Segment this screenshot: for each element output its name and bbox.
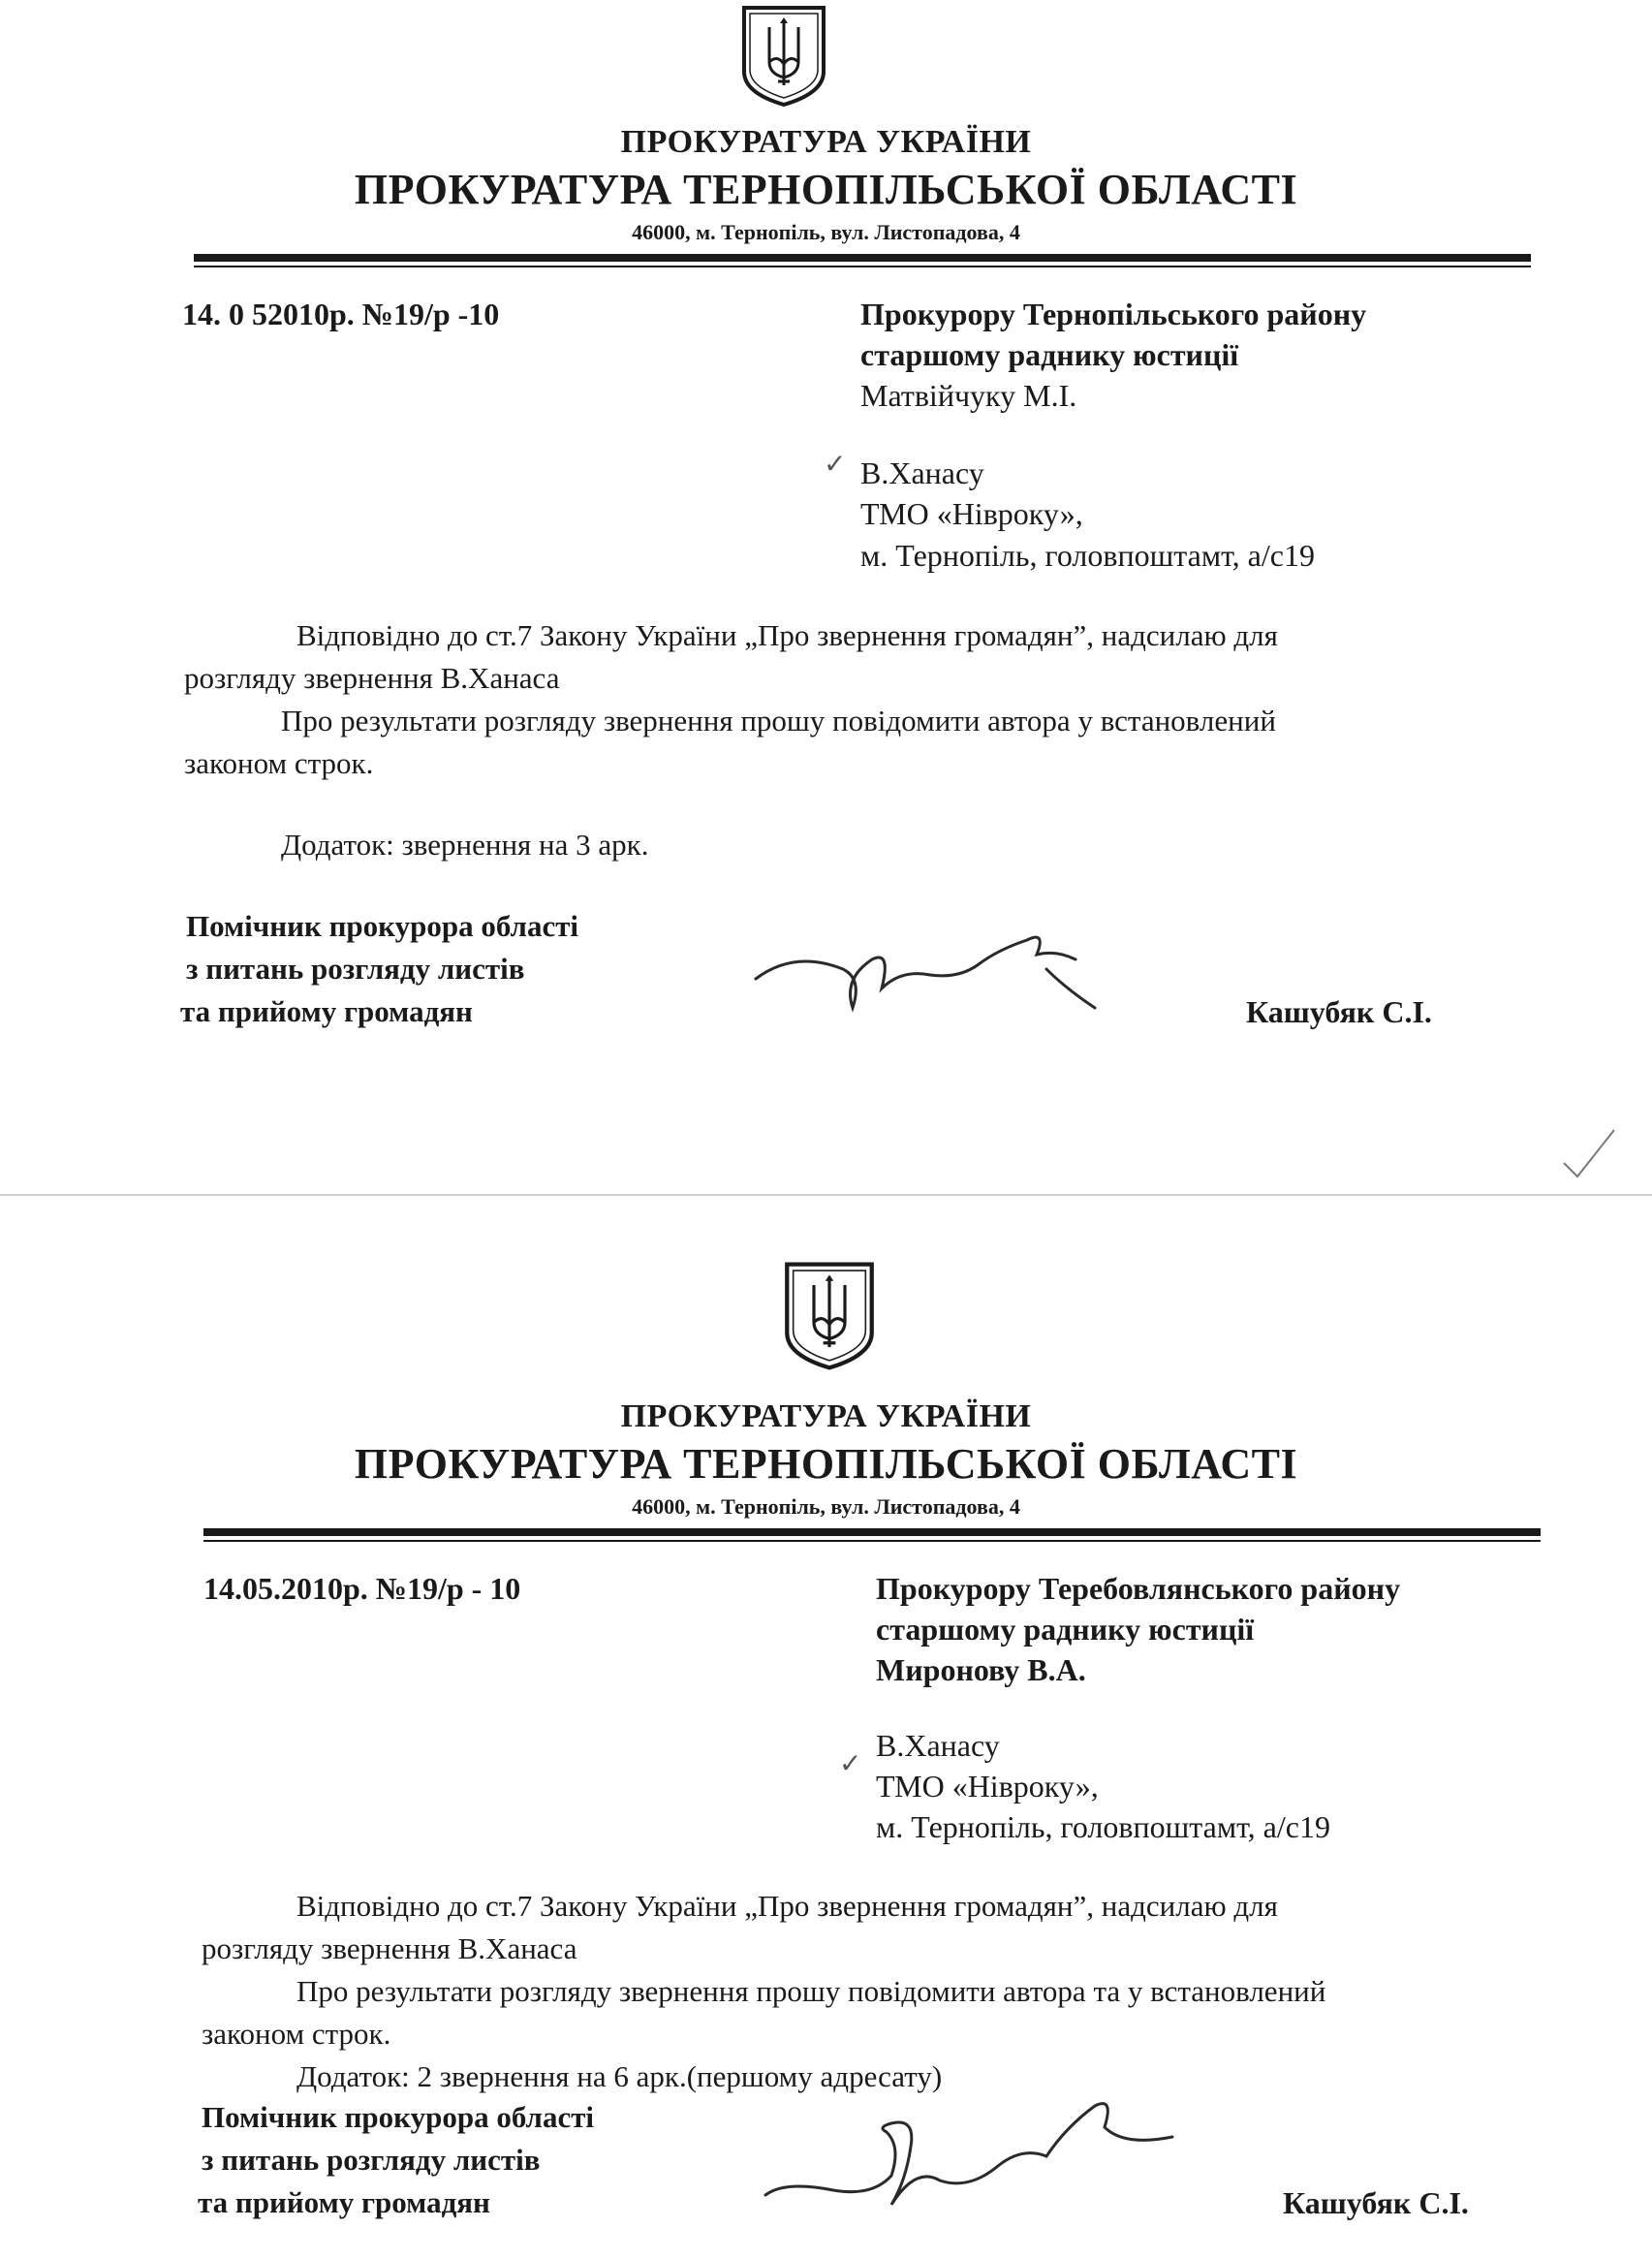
copy-to-line-3: м. Тернопіль, головпоштамт, а/с19 xyxy=(860,538,1315,573)
body-paragraph-2-line-2: законом строк. xyxy=(202,2017,391,2051)
checkmark-icon xyxy=(1560,1124,1618,1182)
body-paragraph-1-line-1: Відповідно до ст.7 Закону України „Про звернення громадян”, надсилаю для xyxy=(296,618,1278,652)
copy-to-line-2: ТМО «Нівроку», xyxy=(860,496,1083,531)
header-line-2: ПРОКУРАТУРА ТЕРНОПІЛЬСЬКОЇ ОБЛАСТІ xyxy=(354,166,1298,213)
header-rule xyxy=(203,1528,1541,1536)
coat-of-arms-icon xyxy=(740,4,827,109)
recipient-line-2: старшому раднику юстиції xyxy=(876,1612,1255,1647)
attachment-note: Додаток: звернення на 3 арк. xyxy=(281,828,649,862)
reference-number: 14. 0 52010р. №19/р -10 xyxy=(182,297,500,331)
header-line-1: ПРОКУРАТУРА УКРАЇНИ xyxy=(620,124,1032,160)
coat-of-arms-icon xyxy=(783,1260,876,1372)
checkmark-icon: ✓ xyxy=(824,450,847,480)
attachment-note: Додаток: 2 звернення на 6 арк.(першому адресату) xyxy=(296,2059,943,2093)
body-paragraph-2-line-1: Про результати розгляду звернення прошу повідомити автора та у встановлений xyxy=(296,1974,1326,2008)
signature-icon xyxy=(736,911,1143,1037)
signatory-title-line-3: та прийому громадян xyxy=(180,994,473,1028)
signatory-name: Кашубяк С.І. xyxy=(1283,2185,1469,2220)
copy-to-line-1: В.Ханасу xyxy=(876,1728,1000,1763)
body-paragraph-1-line-2: розгляду звернення В.Ханаса xyxy=(202,1931,577,1965)
copy-to-line-1: В.Ханасу xyxy=(860,455,984,490)
recipient-line-3: Матвійчуку М.І. xyxy=(860,378,1077,413)
header-rule-thin xyxy=(203,1540,1541,1542)
header-line-1: ПРОКУРАТУРА УКРАЇНИ xyxy=(620,1398,1032,1434)
signature-icon xyxy=(746,2088,1211,2224)
header-rule xyxy=(194,254,1531,262)
signatory-title-line-3: та прийому громадян xyxy=(198,2185,490,2219)
signatory-title-line-2: з питань розгляду листів xyxy=(202,2143,541,2177)
recipient-line-3: Миронову В.А. xyxy=(876,1652,1086,1687)
body-paragraph-2-line-2: законом строк. xyxy=(184,746,374,780)
recipient-line-1: Прокурору Теребовлянського району xyxy=(876,1571,1401,1606)
copy-to-line-3: м. Тернопіль, головпоштамт, а/с19 xyxy=(876,1809,1330,1844)
signatory-name: Кашубяк С.І. xyxy=(1246,994,1432,1029)
body-paragraph-1-line-2: розгляду звернення В.Ханаса xyxy=(184,661,560,695)
header-line-2: ПРОКУРАТУРА ТЕРНОПІЛЬСЬКОЇ ОБЛАСТІ xyxy=(354,1440,1298,1488)
recipient-line-1: Прокурору Тернопільського району xyxy=(860,297,1367,331)
header-address: 46000, м. Тернопіль, вул. Листопадова, 4 xyxy=(632,220,1020,244)
header-rule-thin xyxy=(194,266,1531,267)
signatory-title-line-2: з питань розгляду листів xyxy=(186,952,525,986)
body-paragraph-2-line-1: Про результати розгляду звернення прошу повідомити автора у встановлений xyxy=(281,704,1276,737)
signatory-title-line-1: Помічник прокурора області xyxy=(186,909,579,943)
reference-number: 14.05.2010р. №19/р - 10 xyxy=(203,1571,521,1606)
recipient-line-2: старшому раднику юстиції xyxy=(860,337,1239,372)
letter-2 xyxy=(0,1197,1652,2259)
signatory-title-line-1: Помічник прокурора області xyxy=(202,2100,595,2134)
page-divider xyxy=(0,1194,1652,1196)
checkmark-icon: ✓ xyxy=(839,1749,862,1779)
header-address: 46000, м. Тернопіль, вул. Листопадова, 4 xyxy=(632,1494,1020,1519)
copy-to-line-2: ТМО «Нівроку», xyxy=(876,1769,1099,1804)
body-paragraph-1-line-1: Відповідно до ст.7 Закону України „Про звернення громадян”, надсилаю для xyxy=(296,1889,1278,1923)
